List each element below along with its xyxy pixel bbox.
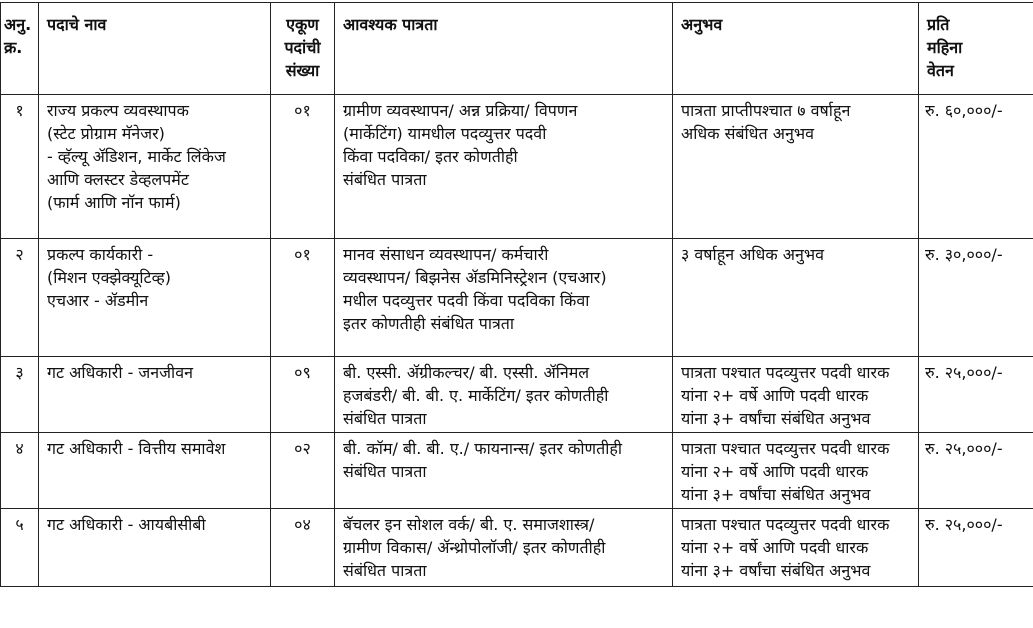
cell-post-name: राज्य प्रकल्प व्यवस्थापक (स्टेट प्रोग्राम मॅनेजर) - व्हॅल्यू ॲडिशन, मार्केट लिंकेज आणि क्लस्टर डेव्हलपमेंट (फार्म आणि नॉन फार्म) <box>39 95 271 239</box>
cell-salary: रु. २५,०००/- <box>919 433 1033 509</box>
cell-salary: रु. ३०,०००/- <box>919 239 1033 357</box>
cell-post-count: ०१ <box>271 239 335 357</box>
cell-post-count: ०१ <box>271 95 335 239</box>
cell-qualification: ग्रामीण व्यवस्थापन/ अन्न प्रक्रिया/ विपणन (मार्केटिंग) यामधील पदव्युत्तर पदवी किंवा पदविका/ इतर कोणतीही संबंधित पात्रता <box>335 95 673 239</box>
cell-serial: १ <box>1 95 39 239</box>
cell-qualification: बी. कॉम/ बी. बी. ए./ फायनान्स/ इतर कोणतीही संबंधित पात्रता <box>335 433 673 509</box>
table-row <box>1 239 1033 357</box>
cell-post-count: ०४ <box>271 509 335 587</box>
recruitment-table-container <box>0 2 1033 587</box>
table-row <box>1 433 1033 509</box>
cell-experience: ३ वर्षाहून अधिक अनुभव <box>673 239 919 357</box>
cell-serial: ५ <box>1 509 39 587</box>
table-row <box>1 95 1033 239</box>
header-salary: प्रति महिना वेतन <box>919 3 1033 95</box>
cell-post-name: गट अधिकारी - जनजीवन <box>39 357 271 433</box>
header-serial: अनु. क्र. <box>1 3 39 95</box>
table-row <box>1 509 1033 587</box>
cell-qualification: बी. एस्सी. ॲग्रीकल्चर/ बी. एस्सी. ॲनिमल हजबंडरी/ बी. बी. ए. मार्केटिंग/ इतर कोणतीही संबंधित पात्रता <box>335 357 673 433</box>
cell-salary: रु. २५,०००/- <box>919 509 1033 587</box>
cell-serial: २ <box>1 239 39 357</box>
header-qualification: आवश्यक पात्रता <box>335 3 673 95</box>
table-header-row <box>1 3 1033 95</box>
cell-post-count: ०२ <box>271 433 335 509</box>
header-post-count: एकूण पदांची संख्या <box>271 3 335 95</box>
table-row <box>1 357 1033 433</box>
cell-post-name: प्रकल्प कार्यकारी - (मिशन एक्झेक्यूटिव्ह) एचआर - ॲडमीन <box>39 239 271 357</box>
cell-experience: पात्रता पश्चात पदव्युत्तर पदवी धारक यांना २+ वर्षे आणि पदवी धारक यांना ३+ वर्षांचा संबंधित अनुभव <box>673 509 919 587</box>
header-experience: अनुभव <box>673 3 919 95</box>
cell-experience: पात्रता पश्चात पदव्युत्तर पदवी धारक यांना २+ वर्षे आणि पदवी धारक यांना ३+ वर्षांचा संबंधित अनुभव <box>673 433 919 509</box>
cell-qualification: बॅचलर इन सोशल वर्क/ बी. ए. समाजशास्त्र/ ग्रामीण विकास/ ॲन्थ्रोपोलॉजी/ इतर कोणतीही संबंधित पात्रता <box>335 509 673 587</box>
cell-experience: पात्रता पश्चात पदव्युत्तर पदवी धारक यांना २+ वर्षे आणि पदवी धारक यांना ३+ वर्षांचा संबंधित अनुभव <box>673 357 919 433</box>
cell-salary: रु. ६०,०००/- <box>919 95 1033 239</box>
header-post-name: पदाचे नाव <box>39 3 271 95</box>
cell-post-count: ०९ <box>271 357 335 433</box>
cell-post-name: गट अधिकारी - वित्तीय समावेश <box>39 433 271 509</box>
cell-salary: रु. २५,०००/- <box>919 357 1033 433</box>
cell-post-name: गट अधिकारी - आयबीसीबी <box>39 509 271 587</box>
cell-qualification: मानव संसाधन व्यवस्थापन/ कर्मचारी व्यवस्थापन/ बिझनेस ॲडमिनिस्ट्रेशन (एचआर) मधील पदव्युत्तर पदवी किंवा पदविका किंवा इतर कोणतीही संबंधित पात्रता <box>335 239 673 357</box>
cell-experience: पात्रता प्राप्तीपश्चात ७ वर्षाहून अधिक संबंधित अनुभव <box>673 95 919 239</box>
cell-serial: ४ <box>1 433 39 509</box>
recruitment-table <box>0 2 1033 587</box>
cell-serial: ३ <box>1 357 39 433</box>
